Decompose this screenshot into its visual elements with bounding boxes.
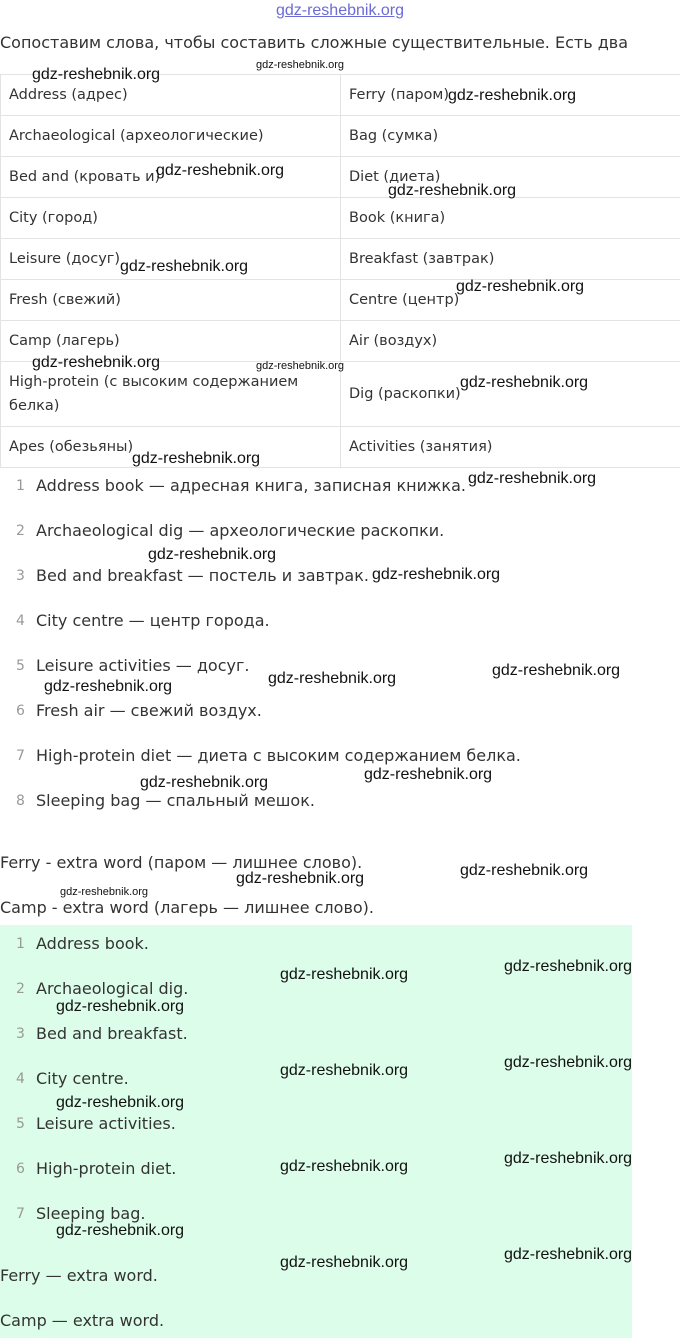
table-row: [1, 239, 680, 280]
watermark: gdz-reshebnik.org: [280, 1254, 409, 1271]
item-text: Leisure activities — досуг.: [36, 656, 250, 675]
watermark: gdz-reshebnik.org: [388, 182, 517, 199]
watermark: gdz-reshebnik.org: [280, 1062, 409, 1079]
answer-note: Camp — extra word.: [0, 1311, 165, 1330]
table-cell: Dig (раскопки): [341, 362, 680, 427]
item-number: 7: [16, 748, 25, 764]
item-number: 5: [16, 1116, 25, 1132]
list-item: [0, 746, 632, 791]
table-cell: Centre (центр): [341, 280, 680, 321]
list-item: [0, 791, 632, 836]
table-cell: Bed and (кровать и): [1, 157, 341, 198]
watermark: gdz-reshebnik.org: [140, 774, 269, 791]
table-cell: Activities (занятия): [341, 427, 680, 468]
list-item: [0, 701, 632, 746]
table-cell: Leisure (досуг): [1, 239, 341, 280]
item-number: 7: [16, 1206, 25, 1222]
item-text: Archaeological dig — археологические раскопки.: [36, 521, 445, 540]
watermark: gdz-reshebnik.org: [32, 354, 161, 371]
table-cell: City (город): [1, 198, 341, 239]
watermark: gdz-reshebnik.org: [236, 870, 365, 887]
watermark: gdz-reshebnik.org: [504, 958, 633, 975]
item-number: 6: [16, 1161, 25, 1177]
extra-word-note: Ferry - extra word (паром — лишнее слово).: [0, 853, 363, 872]
table-cell: Breakfast (завтрак): [341, 239, 680, 280]
watermark: gdz-reshebnik.org: [156, 162, 285, 179]
item-number: 4: [16, 613, 25, 629]
watermark: gdz-reshebnik.org: [460, 374, 589, 391]
item-text: High-protein diet — диета с высоким содержанием белка.: [36, 746, 521, 765]
table-cell: Apes (обезьяны): [1, 427, 341, 468]
item-text: Leisure activities.: [36, 1114, 176, 1133]
watermark: gdz-reshebnik.org: [504, 1054, 633, 1071]
watermark: gdz-reshebnik.org: [448, 87, 577, 104]
site-link[interactable]: gdz-reshebnik.org: [275, 2, 405, 19]
watermark: gdz-reshebnik.org: [492, 662, 621, 679]
table-cell: Bag (сумка): [341, 116, 680, 157]
watermark: gdz-reshebnik.org: [120, 258, 249, 275]
item-text: Bed and breakfast.: [36, 1024, 188, 1043]
watermark: gdz-reshebnik.org: [280, 966, 409, 983]
watermark: gdz-reshebnik.org: [32, 66, 161, 83]
table-cell: Ferry (паром): [341, 75, 680, 116]
watermark: gdz-reshebnik.org: [56, 998, 185, 1015]
watermark: gdz-reshebnik.org: [460, 862, 589, 879]
watermark: gdz-reshebnik.org: [132, 450, 261, 467]
list-item: [0, 566, 632, 611]
watermark: gdz-reshebnik.org: [148, 546, 277, 563]
watermark: gdz-reshebnik.org: [372, 566, 501, 583]
watermark: gdz-reshebnik.org: [456, 278, 585, 295]
watermark: gdz-reshebnik.org: [256, 360, 345, 372]
item-number: 6: [16, 703, 25, 719]
table-cell: Fresh (свежий): [1, 280, 341, 321]
watermark: gdz-reshebnik.org: [256, 59, 345, 71]
list-item: [0, 521, 632, 566]
watermark: gdz-reshebnik.org: [44, 678, 173, 695]
table-cell: Camp (лагерь): [1, 321, 341, 362]
table-row: [1, 116, 680, 157]
table-row: [1, 427, 680, 468]
word-match-table: [0, 74, 680, 468]
item-number: 8: [16, 793, 25, 809]
item-number: 3: [16, 1026, 25, 1042]
table-row: [1, 198, 680, 239]
table-cell: Air (воздух): [341, 321, 680, 362]
item-text: High-protein diet.: [36, 1159, 177, 1178]
item-text: Archaeological dig.: [36, 979, 189, 998]
item-text: City centre.: [36, 1069, 129, 1088]
watermark: gdz-reshebnik.org: [468, 470, 597, 487]
watermark: gdz-reshebnik.org: [504, 1246, 633, 1263]
item-number: 3: [16, 568, 25, 584]
intro-text: Сопоставим слова, чтобы составить сложные существительные. Есть два: [0, 33, 628, 52]
watermark: gdz-reshebnik.org: [60, 886, 149, 898]
watermark: gdz-reshebnik.org: [364, 766, 493, 783]
item-text: Bed and breakfast — постель и завтрак.: [36, 566, 369, 585]
item-text: City centre — центр города.: [36, 611, 270, 630]
watermark: gdz-reshebnik.org: [504, 1150, 633, 1167]
item-number: 2: [16, 523, 25, 539]
item-number: 2: [16, 981, 25, 997]
table-cell: Diet (диета): [341, 157, 680, 198]
table-cell: Address (адрес): [1, 75, 341, 116]
watermark: gdz-reshebnik.org: [268, 670, 397, 687]
watermark: gdz-reshebnik.org: [56, 1094, 185, 1111]
item-number: 1: [16, 936, 25, 952]
watermark: gdz-reshebnik.org: [280, 1158, 409, 1175]
table-cell: Book (книга): [341, 198, 680, 239]
item-text: Sleeping bag — спальный мешок.: [36, 791, 315, 810]
item-number: 5: [16, 658, 25, 674]
table-row: [1, 157, 680, 198]
item-text: Sleeping bag.: [36, 1204, 146, 1223]
table-cell: High-protein (с высоким содержанием белка): [1, 362, 341, 427]
item-number: 4: [16, 1071, 25, 1087]
extra-word-note: Camp - extra word (лагерь — лишнее слово).: [0, 898, 374, 917]
item-text: Address book.: [36, 934, 149, 953]
watermark: gdz-reshebnik.org: [56, 1222, 185, 1239]
answer-note: Ferry — extra word.: [0, 1266, 158, 1285]
table-cell: Archaeological (археологические): [1, 116, 341, 157]
list-item: [0, 611, 632, 656]
translation-list: [0, 476, 632, 836]
item-number: 1: [16, 478, 25, 494]
item-text: Address book — адресная книга, записная книжка.: [36, 476, 466, 495]
item-text: Fresh air — свежий воздух.: [36, 701, 262, 720]
